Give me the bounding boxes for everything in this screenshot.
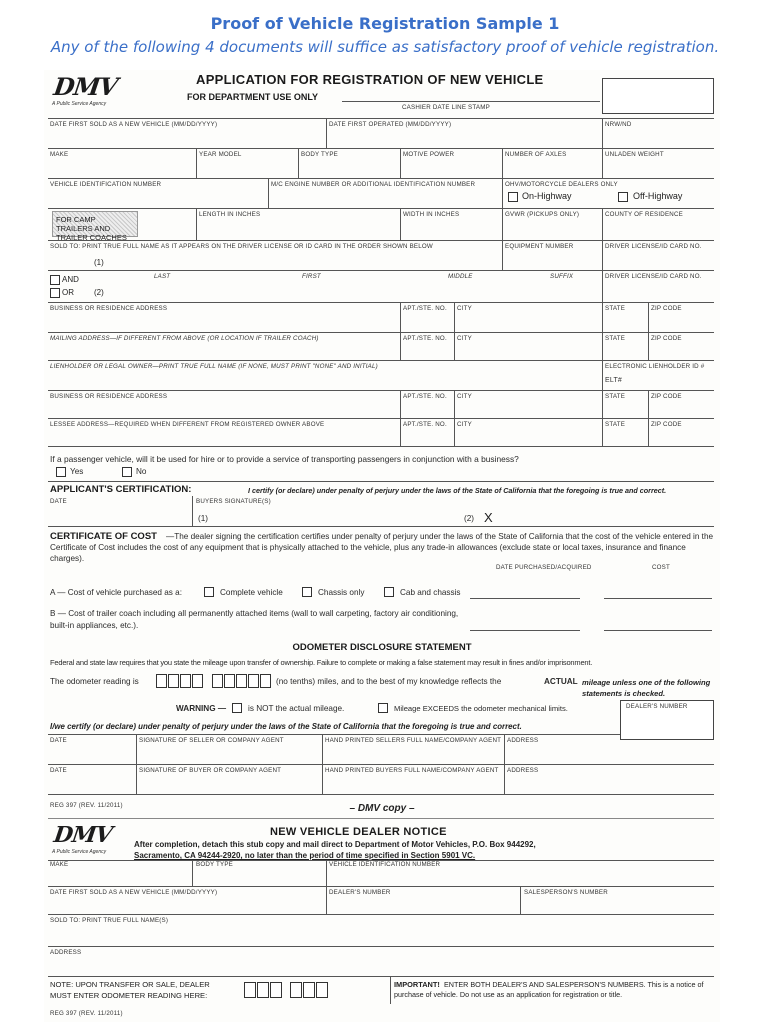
- passenger-yes-label: Yes: [70, 467, 84, 476]
- applicant-cert-text: I certify (or declare) under penalty of perjury under the laws of the State of California that the foregoing is true and correct.: [248, 486, 667, 495]
- sig-one-marker: (1): [198, 514, 209, 523]
- odometer-title: ODOMETER DISCLOSURE STATEMENT: [292, 642, 472, 653]
- complete-vehicle-checkbox[interactable]: [204, 587, 214, 597]
- dl-card-label: DRIVER LICENSE/ID CARD NO.: [605, 243, 702, 250]
- address3-label: BUSINESS OR RESIDENCE ADDRESS: [50, 393, 168, 400]
- odometer-digit-1[interactable]: [156, 674, 167, 688]
- applicant-cert-title: APPLICANT'S CERTIFICATION:: [50, 484, 192, 495]
- address3-zip-label: ZIP CODE: [651, 393, 682, 400]
- complete-vehicle-label: Complete vehicle: [220, 588, 283, 597]
- seller-sig-label: SIGNATURE OF SELLER OR COMPANY AGENT: [139, 737, 284, 744]
- notice-odometer-digit-2[interactable]: [257, 982, 269, 998]
- date-purchased-label: DATE PURCHASED/ACQUIRED: [496, 564, 592, 571]
- gvwr-label: GVWR (PICKUPS ONLY): [505, 211, 580, 218]
- suffix-label: SUFFIX: [550, 273, 574, 280]
- agency-tag-2: A Public Service Agency: [52, 849, 107, 855]
- date-first-sold-label: DATE FIRST SOLD AS A NEW VEHICLE (MM/DD/YYYY): [50, 121, 218, 128]
- or-checkbox[interactable]: [50, 288, 60, 298]
- cost-title: CERTIFICATE OF COST: [50, 531, 157, 542]
- odometer-reading-post: (no tenths) miles, and to the best of my knowledge reflects the: [276, 677, 502, 686]
- passenger-no-label: No: [136, 467, 147, 476]
- odometer-actual: ACTUAL: [544, 677, 578, 686]
- and-label: AND: [62, 275, 79, 284]
- vin-label: VEHICLE IDENTIFICATION NUMBER: [50, 181, 162, 188]
- notice-note-1: NOTE: UPON TRANSFER OR SALE, DEALER: [50, 980, 210, 989]
- motive-power-label: MOTIVE POWER: [403, 151, 455, 158]
- odometer-digit-7[interactable]: [236, 674, 247, 688]
- passenger-question: If a passenger vehicle, will it be used for hire or to provide a service of transporting passengers in conjunction with a business?: [50, 454, 519, 464]
- applicant-date-label: DATE: [50, 498, 67, 505]
- name-two-marker: (2): [94, 288, 104, 297]
- odometer-digit-4[interactable]: [192, 674, 203, 688]
- chassis-only-checkbox[interactable]: [302, 587, 312, 597]
- odo-date2-label: DATE: [50, 767, 67, 774]
- address1-apt-label: APT./STE. NO.: [403, 305, 447, 312]
- address4-zip-label: ZIP CODE: [651, 421, 682, 428]
- cost-text: —The dealer signing the certification certifies under penalty of perjury under the laws of the State of California that the cost of the vehicle entered in the Certificate of Cost includes the cost of any equipment that is physically attached to the vehicle, plus any trade-in allowances (exclude state or local taxes, insurance and finance charges).: [50, 532, 714, 563]
- camp-trailers-label: FOR CAMP TRAILERS AND TRAILER COACHES: [56, 215, 127, 242]
- notice-odometer-digit-3[interactable]: [270, 982, 282, 998]
- address4-apt-label: APT./STE. NO.: [403, 421, 447, 428]
- buyer-sig-label: BUYERS SIGNATURE(S): [196, 498, 271, 505]
- cab-chassis-label: Cab and chassis: [400, 588, 461, 597]
- odometer-law-text: Federal and state law requires that you state the mileage upon transfer of ownership. Failure to complete or making a false statement may result in fines and/or imprisonment.: [50, 658, 593, 667]
- on-highway-label: On-Highway: [522, 191, 572, 201]
- notice-reg-code: REG 397 (REV. 11/2011): [50, 1010, 123, 1017]
- width-label: WIDTH IN INCHES: [403, 211, 460, 218]
- middle-label: MIDDLE: [448, 273, 473, 280]
- off-highway-checkbox[interactable]: [618, 192, 628, 202]
- cab-chassis-checkbox[interactable]: [384, 587, 394, 597]
- cost-b-line: B — Cost of trailer coach including all permanently attached items (wall to wall carpeting, factory air conditioning, built-in appliances, etc.).: [50, 609, 459, 630]
- address1-state-label: STATE: [605, 305, 626, 312]
- odometer-digit-3[interactable]: [180, 674, 191, 688]
- notice-odometer-digit-4[interactable]: [290, 982, 302, 998]
- elt-label: ELT#: [605, 377, 623, 384]
- buyer-sig-label-2: SIGNATURE OF BUYER OR COMPANY AGENT: [139, 767, 282, 774]
- ohv-dealers-label: OHV/MOTORCYCLE DEALERS ONLY: [505, 181, 618, 188]
- sold-to-label: SOLD TO: PRINT TRUE FULL NAME AS IT APPEARS ON THE DRIVER LICENSE OR ID CARD IN THE ORDER SHOWN BELOW: [50, 243, 433, 250]
- last-label: LAST: [154, 273, 171, 280]
- address2-state-label: STATE: [605, 335, 626, 342]
- notice-note-2: MUST ENTER ODOMETER READING HERE:: [50, 991, 208, 1000]
- buyer-address-label: ADDRESS: [507, 767, 539, 774]
- address2-label: MAILING ADDRESS—IF DIFFERENT FROM ABOVE (OR LOCATION IF TRAILER COACH): [50, 335, 319, 342]
- address3-apt-label: APT./STE. NO.: [403, 393, 447, 400]
- form-page: [44, 70, 720, 1022]
- notice-dealer-num-label: DEALER'S NUMBER: [329, 889, 391, 896]
- sample-subtitle: Any of the following 4 documents will suffice as satisfactory proof of vehicle registration.: [50, 38, 720, 56]
- length-label: LENGTH IN INCHES: [199, 211, 261, 218]
- dept-use-box: [602, 78, 714, 114]
- reg-code-label: REG 397 (REV. 11/2011): [50, 802, 123, 809]
- make-label: MAKE: [50, 151, 69, 158]
- address2-apt-label: APT./STE. NO.: [403, 335, 447, 342]
- address4-city-label: CITY: [457, 421, 472, 428]
- dmv-copy-label: – DMV copy –: [349, 803, 415, 814]
- dmv-logo-2: DMV: [52, 822, 114, 848]
- elec-lienholder-label: ELECTRONIC LIENHOLDER ID #: [605, 363, 705, 370]
- notice-important-text: ENTER BOTH DEALER'S AND SALESPERSON'S NUMBERS. This is a notice of purchase of vehicle. Do not use as an application for registration or title.: [394, 980, 704, 999]
- odometer-reading-pre: The odometer reading is: [50, 677, 139, 686]
- dept-use-label: FOR DEPARTMENT USE ONLY: [187, 92, 319, 102]
- cost-a-line: A — Cost of vehicle purchased as a:: [50, 588, 182, 597]
- odo-date-label: DATE: [50, 737, 67, 744]
- notice-sold-to-label: SOLD TO: PRINT TRUE FULL NAME(S): [50, 917, 169, 924]
- passenger-no-checkbox[interactable]: [122, 467, 132, 477]
- notice-important-label: IMPORTANT!: [394, 980, 440, 989]
- odometer-digit-2[interactable]: [168, 674, 179, 688]
- date-first-operated-label: DATE FIRST OPERATED (MM/DD/YYYY): [329, 121, 452, 128]
- notice-make-label: MAKE: [50, 861, 69, 868]
- exceeds-label: Mileage EXCEEDS the odometer mechanical limits.: [394, 704, 568, 713]
- nrw-label: NRW/ND: [605, 121, 632, 128]
- notice-address-label: ADDRESS: [50, 949, 82, 956]
- dl-card-label-2: DRIVER LICENSE/ID CARD NO.: [605, 273, 702, 280]
- passenger-yes-checkbox[interactable]: [56, 467, 66, 477]
- body-type-label: BODY TYPE: [301, 151, 338, 158]
- sample-title: Proof of Vehicle Registration Sample 1: [210, 14, 560, 33]
- odometer-digit-8[interactable]: [248, 674, 259, 688]
- form-title: APPLICATION FOR REGISTRATION OF NEW VEHICLE: [196, 72, 544, 87]
- cost-col-label: COST: [652, 564, 670, 571]
- notice-odometer-digit-1[interactable]: [244, 982, 256, 998]
- equip-num-label: EQUIPMENT NUMBER: [505, 243, 574, 250]
- year-model-label: YEAR MODEL: [199, 151, 242, 158]
- notice-vin-label: VEHICLE IDENTIFICATION NUMBER: [329, 861, 441, 868]
- odometer-digit-9[interactable]: [260, 674, 271, 688]
- not-actual-label: is NOT the actual mileage.: [248, 704, 345, 713]
- buyer-name-label: HAND PRINTED BUYERS FULL NAME/COMPANY AGENT: [325, 767, 499, 774]
- notice-instructions-1: After completion, detach this stub copy and mail direct to Department of Motor Vehicles, P.O. Box 944292,: [134, 840, 536, 849]
- chassis-only-label: Chassis only: [318, 588, 365, 597]
- name-one-marker: (1): [94, 258, 104, 267]
- address2-city-label: CITY: [457, 335, 472, 342]
- off-highway-label: Off-Highway: [633, 191, 683, 201]
- lienholder-label: LIENHOLDER OR LEGAL OWNER—PRINT TRUE FULL NAME (IF NONE, MUST PRINT "NONE" AND INITIAL): [50, 363, 378, 370]
- warning-label: WARNING —: [176, 704, 227, 713]
- not-actual-checkbox[interactable]: [232, 703, 242, 713]
- on-highway-checkbox[interactable]: [508, 192, 518, 202]
- address1-zip-label: ZIP CODE: [651, 305, 682, 312]
- first-label: FIRST: [302, 273, 321, 280]
- odometer-digit-6[interactable]: [224, 674, 235, 688]
- odometer-certify-text: I/we certify (or declare) under penalty of perjury under the laws of the State of California that the foregoing is true and correct.: [50, 722, 522, 731]
- address4-state-label: STATE: [605, 421, 626, 428]
- county-label: COUNTY OF RESIDENCE: [605, 211, 683, 218]
- sig-x-mark: X: [484, 510, 493, 525]
- notice-odometer-digit-5[interactable]: [303, 982, 315, 998]
- sig-two-marker: (2): [464, 514, 475, 523]
- notice-sales-num-label: SALESPERSON'S NUMBER: [524, 889, 608, 896]
- odometer-digit-5[interactable]: [212, 674, 223, 688]
- odometer-dealer-num-label: DEALER'S NUMBER: [626, 703, 688, 710]
- address3-city-label: CITY: [457, 393, 472, 400]
- dmv-logo: DMV: [51, 72, 120, 101]
- odometer-reading-end: mileage unless one of the following statements is checked.: [582, 678, 711, 698]
- exceeds-checkbox[interactable]: [378, 703, 388, 713]
- or-label: OR: [62, 288, 74, 297]
- mc-engine-label: M/C ENGINE NUMBER OR ADDITIONAL IDENTIFICATION NUMBER: [271, 181, 476, 188]
- address3-state-label: STATE: [605, 393, 626, 400]
- seller-address-label: ADDRESS: [507, 737, 539, 744]
- address2-zip-label: ZIP CODE: [651, 335, 682, 342]
- notice-body-label: BODY TYPE: [196, 861, 233, 868]
- notice-instructions-2: Sacramento, CA 94244-2920, no later than the period of time specified in Section 5901 VC.: [134, 851, 476, 860]
- seller-name-label: HAND PRINTED SELLERS FULL NAME/COMPANY AGENT: [325, 737, 502, 744]
- notice-date-sold-label: DATE FIRST SOLD AS A NEW VEHICLE (MM/DD/YYYY): [50, 889, 218, 896]
- and-checkbox[interactable]: [50, 275, 60, 285]
- num-axles-label: NUMBER OF AXLES: [505, 151, 567, 158]
- agency-tag: A Public Service Agency: [52, 101, 107, 107]
- unladen-weight-label: UNLADEN WEIGHT: [605, 151, 664, 158]
- notice-odometer-digit-6[interactable]: [316, 982, 328, 998]
- address1-city-label: CITY: [457, 305, 472, 312]
- notice-title: NEW VEHICLE DEALER NOTICE: [270, 826, 447, 838]
- address1-label: BUSINESS OR RESIDENCE ADDRESS: [50, 305, 168, 312]
- address4-label: LESSEE ADDRESS—REQUIRED WHEN DIFFERENT FROM REGISTERED OWNER ABOVE: [50, 421, 325, 428]
- cashier-stamp-label: CASHIER DATE LINE STAMP: [402, 104, 490, 111]
